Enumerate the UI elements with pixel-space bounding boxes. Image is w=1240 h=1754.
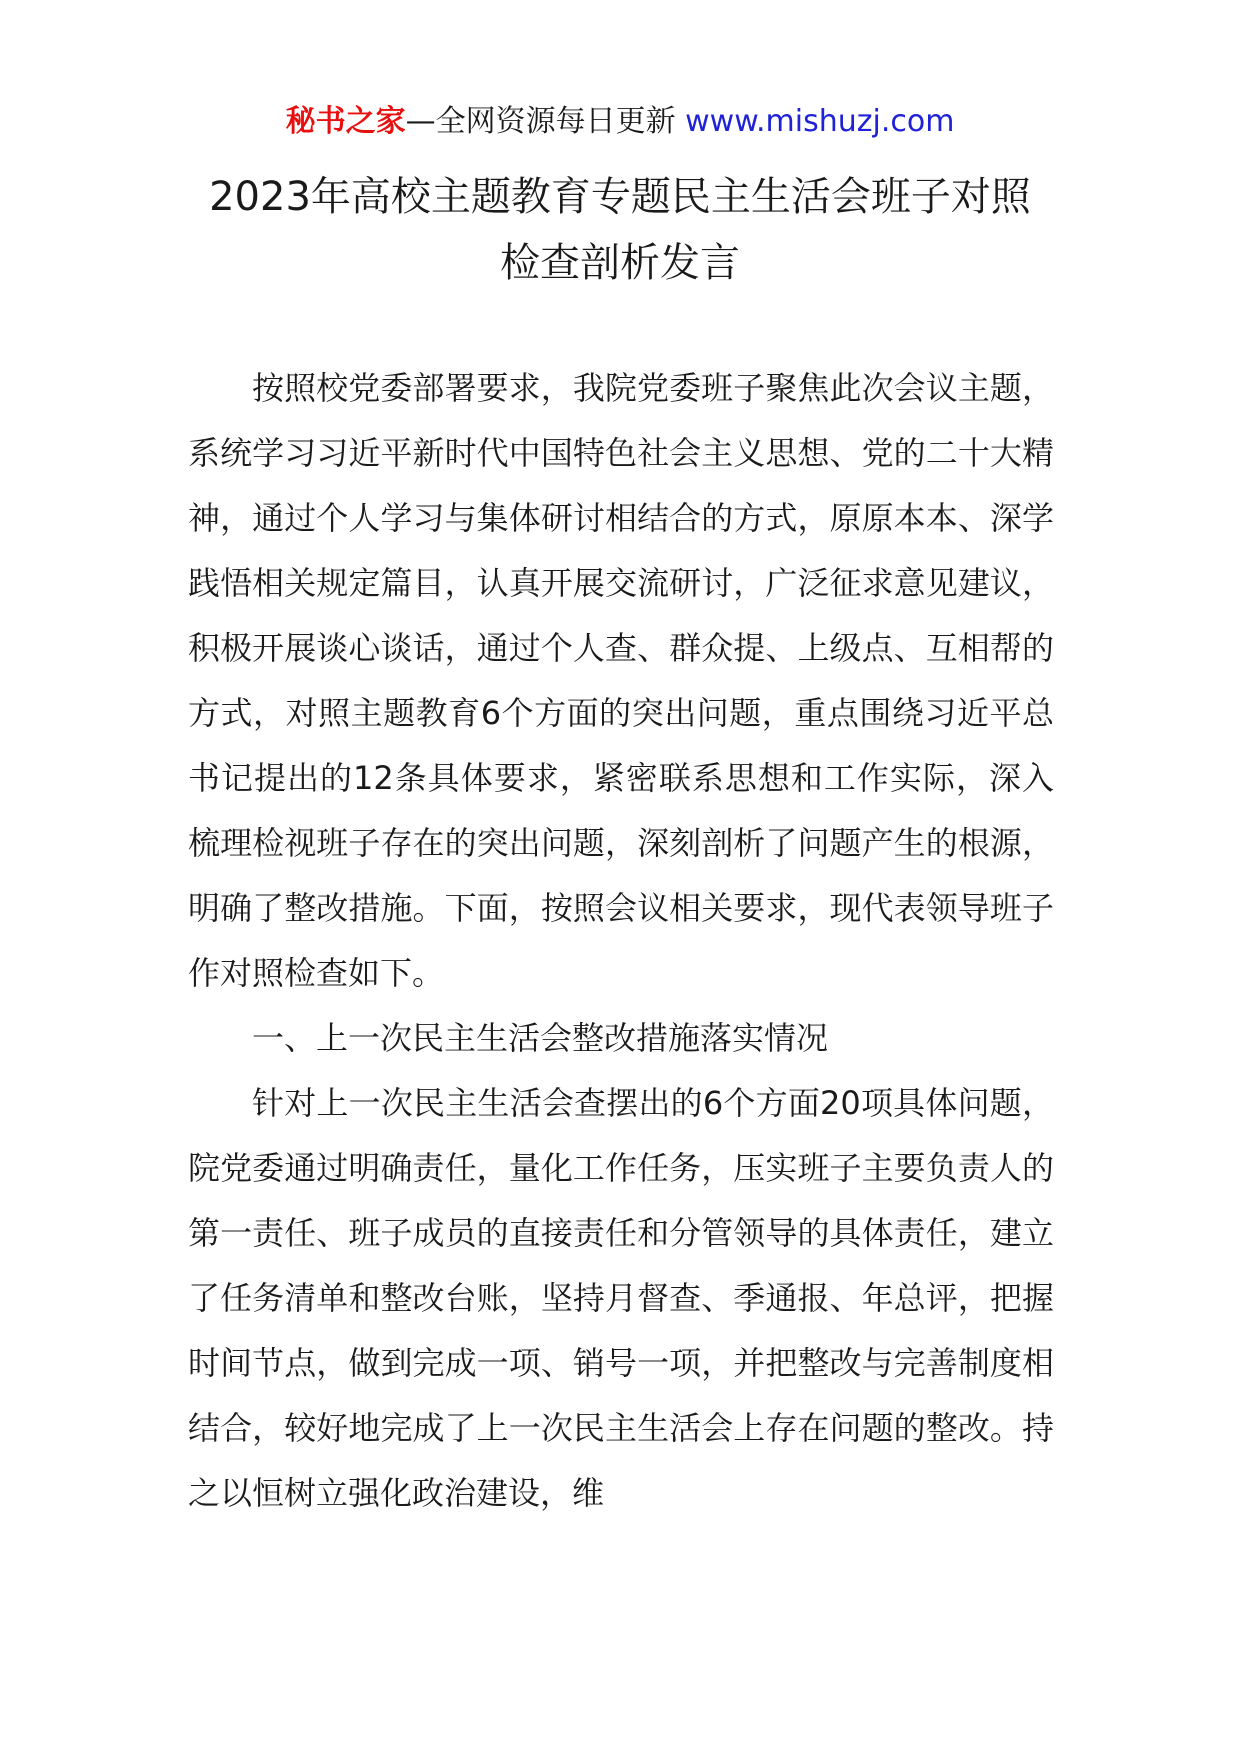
section-heading-1: 一、上一次民主生活会整改措施落实情况 [252,1019,829,1057]
document-body [188,356,1054,1526]
banner-brand: 秘书之家 [285,104,406,139]
paragraph-intro: 按照校党委部署要求，我院党委班子聚焦此次会议主题，系统学习习近平新时代中国特色社会主义思想、党的二十大精神，通过个人学习与集体研讨相结合的方式，原原本本、深学践悟相关规定篇目，认真开展交流研讨，广泛征求意见建议，积极开展谈心谈话，通过个人查、群众提、上级点、互相帮的方式，对照主题教育6个方面的突出问题，重点围绕习近平总书记提出的12条具体要求，紧密联系思想和工作实际，深入梳理检视班子存在的突出问题，深刻剖析了问题产生的根源，明确了整改措施。下面，按照会议相关要求，现代表领导班子作对照检查如下。 [188,369,1054,992]
document-title [160,164,1080,296]
title-line-2: 检查剖析发言 [500,240,740,286]
title-line-1: 2023年高校主题教育专题民主生活会班子对照 [209,174,1031,220]
banner-tagline: —全网资源每日更新 [405,104,676,139]
banner-url-link[interactable]: www.mishuzj.com [685,104,955,139]
paragraph-section-1: 针对上一次民主生活会查摆出的6个方面20项具体问题，院党委通过明确责任，量化工作任务，压实班子主要负责人的第一责任、班子成员的直接责任和分管领导的具体责任，建立了任务清单和整改台账，坚持月督查、季通报、年总评，把握时间节点，做到完成一项、销号一项，并把整改与完善制度相结合，较好地完成了上一次民主生活会上存在问题的整改。持之以恒树立强化政治建设，维 [188,1084,1054,1512]
source-banner [0,100,1240,144]
